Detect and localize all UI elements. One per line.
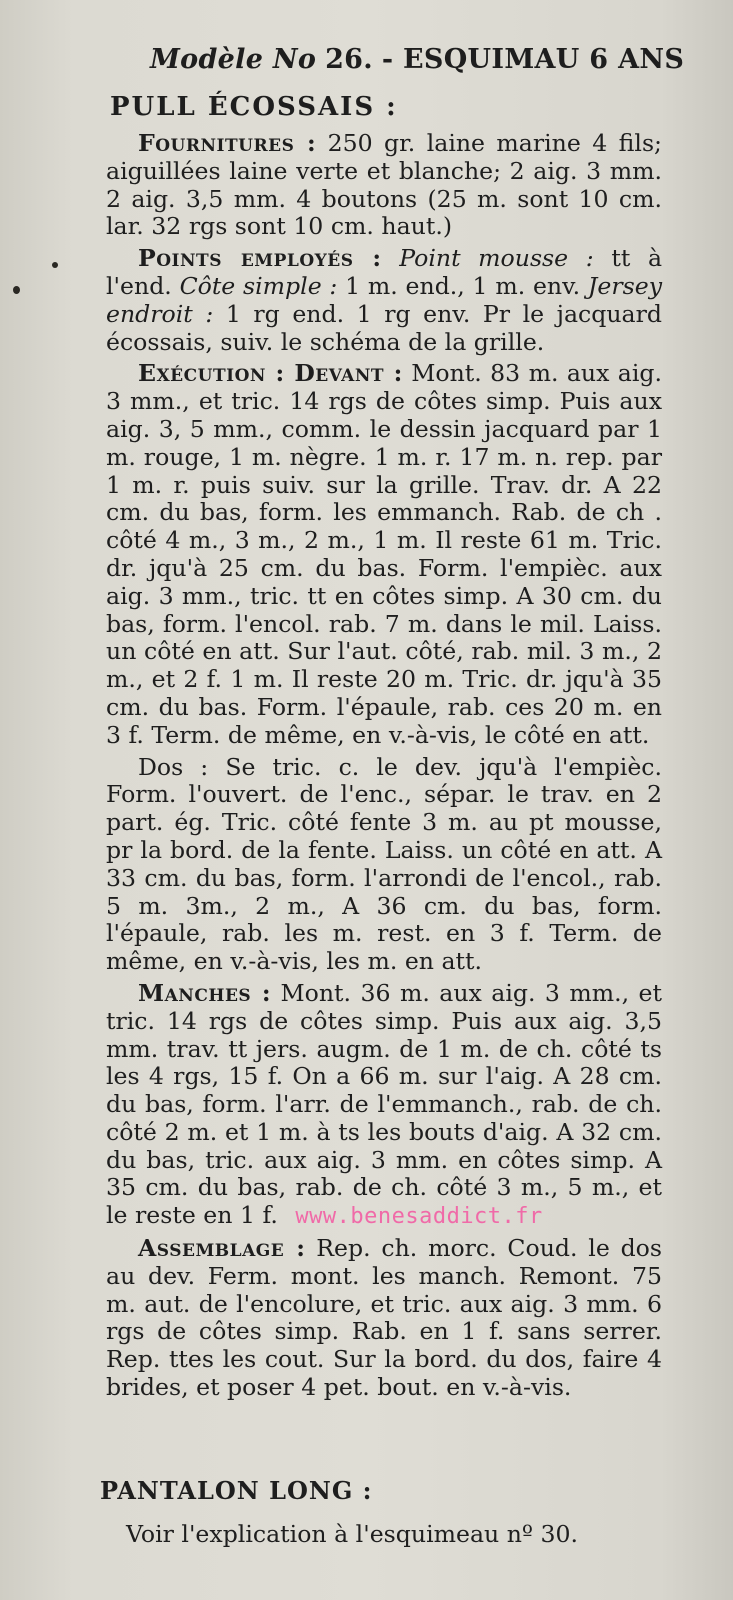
fournitures-paragraph xyxy=(106,130,662,241)
model-title xyxy=(150,44,685,75)
dos-text: Se tric. c. le dev. jqu'à l'empièc. Form. l'ouvert. de l'enc., sépar. le trav. en 2 part. ég. Tric. côté fente 3 m. au pt mousse, pr la bord. de la fente. Laiss. un côté en att. A 33 cm. du bas, form. l'arrondi de l'encol., rab. 5 m. 3m., 2 m., A 36 cm. du bas, form. l'épaule, rab. les m. rest. en 3 f. Term. de même, en v.-à-vis, les m. en att. xyxy=(106,752,662,976)
binding-hole-2 xyxy=(13,286,20,294)
fournitures-label: Fournitures : xyxy=(138,129,317,157)
model-label: Modèle No xyxy=(150,44,317,75)
jersey-text: 1 rg end. 1 rg env. Pr le jacquard écossais, suiv. le schéma de la grille. xyxy=(106,299,662,356)
section-title: PULL ÉCOSSAIS : xyxy=(110,92,398,122)
execution-label: Exécution : Devant : xyxy=(138,359,403,388)
manches-text: Mont. 36 m. aux aig. 3 mm., et tric. 14 rgs de côtes simp. Puis aux aig. 3,5 mm. trav. tt jers. augm. de 1 m. de ch. côté ts les 4 rgs, 15 f. On a 66 m. sur l'aig. A 28 cm. du bas, form. l'arr. de l'emmanch., rab. de ch. côté 2 m. et 1 m. à ts les bouts d'aig. A 32 cm. du bas, tric. aux aig. 3 mm. en côtes simp. A 35 cm. du bas, rab. de ch. côté 3 m., 5 m., et le reste en 1 f. xyxy=(106,978,663,1230)
point-mousse-label: Point mousse : xyxy=(399,244,594,273)
points-label: Points employés : xyxy=(138,244,382,273)
execution-text: Mont. 83 m. aux aig. 3 mm., et tric. 14 rgs de côtes simp. Puis aux aig. 3, 5 mm., comm. le dessin jacquard par 1 m. rouge, 1 m. nègre. 1 m. r. 17 m. n. rep. par 1 m. r. puis suiv. sur la grille. Trav. dr. A 22 cm. du bas, form. les emmanch. Rab. de ch . côté 4 m., 3 m., 2 m., 1 m. Il reste 61 m. Tric. dr. jqu'à 25 cm. du bas. Form. l'empièc. aux aig. 3 mm., tric. tt en côtes simp. A 30 cm. du bas, form. l'encol. rab. 7 m. dans le mil. Laiss. un côté en att. Sur l'aut. côté, rab. mil. 3 m., 2 m., et 2 f. 1 m. Il reste 20 m. Tric. dr. jqu'à 35 cm. du bas. Form. l'épaule, rab. ces 20 m. en 3 f. Term. de même, en v.-à-vis, le côté en att. xyxy=(106,359,663,749)
pantalon-title: PANTALON LONG : xyxy=(100,1476,373,1505)
assemblage-paragraph xyxy=(106,1235,662,1402)
fournitures-text: 250 gr. laine marine 4 fils; aiguillées laine verte et blanche; 2 aig. 3 mm. 2 aig. 3,5 mm. 4 boutons (25 m. sont 10 cm. lar. 32 rgs sont 10 cm. haut.) xyxy=(106,129,662,241)
instructions-body xyxy=(106,130,662,1406)
cote-simple-label: Côte simple : xyxy=(179,271,338,300)
points-paragraph xyxy=(106,245,662,356)
point-mousse-text: tt à l'end. xyxy=(106,244,663,300)
dos-label: Dos : xyxy=(138,752,209,781)
model-number: 26. xyxy=(325,44,373,75)
pantalon-text: Voir l'explication à l'esquimeau nº 30. xyxy=(126,1520,579,1548)
cote-simple-text: 1 m. end., 1 m. env. xyxy=(345,271,581,300)
dos-paragraph xyxy=(106,754,662,976)
execution-paragraph xyxy=(106,360,662,749)
manches-paragraph xyxy=(106,980,662,1231)
watermark-link[interactable]: www.benesaddict.fr xyxy=(295,1204,543,1230)
assemblage-label: Assemblage : xyxy=(138,1234,306,1263)
model-name: - ESQUIMAU 6 ANS xyxy=(381,44,685,75)
binding-hole-1 xyxy=(52,262,58,268)
manches-label: Manches : xyxy=(138,978,272,1007)
assemblage-text: Rep. ch. morc. Coud. le dos au dev. Ferm. mont. les manch. Remont. 75 m. aut. de l'encolure, et tric. aux aig. 3 mm. 6 rgs de côtes simp. Rab. en 1 f. sans serrer. Rep. ttes les cout. Sur la bord. du dos, faire 4 brides, et poser 4 pet. bout. en v.-à-vis. xyxy=(106,1234,662,1402)
jersey-label: Jersey endroit : xyxy=(106,271,663,328)
